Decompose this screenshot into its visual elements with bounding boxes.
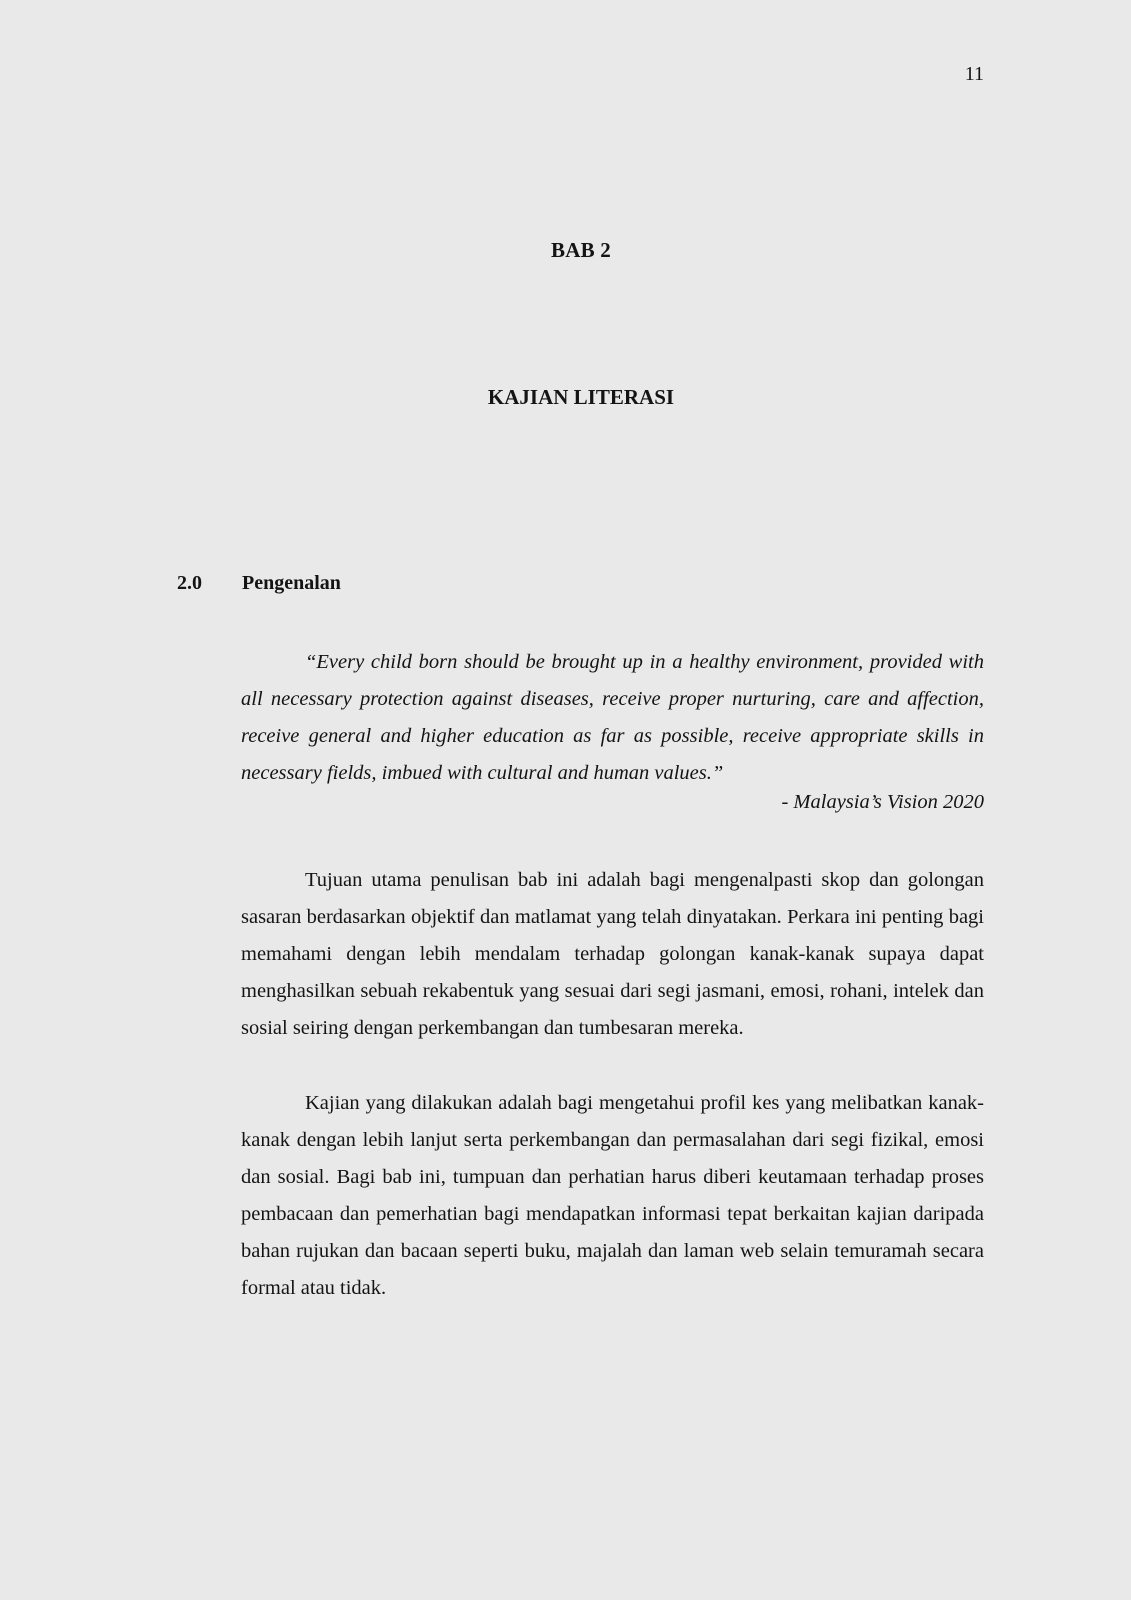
body-paragraph-1: Tujuan utama penulisan bab ini adalah bagi mengenalpasti skop dan golongan sasaran berdasarkan objektif dan matlamat yang telah dinyatakan. Perkara ini penting bagi memahami dengan lebih mendalam terhadap golongan kanak-kanak supaya dapat menghasilkan sebuah rekabentuk yang sesuai dari segi jasmani, emosi, rohani, intelek dan sosial seiring dengan perkembangan dan tumbesaran mereka. xyxy=(241,869,984,1039)
chapter-label: BAB 2 xyxy=(551,238,611,262)
epigraph-quote: “Every child born should be brought up in a healthy environment, provided with all necessary protection against diseases, receive proper nurturing, care and affection, receive general and higher education as far as possible, receive appropriate skills in necessary fields, imbued with cultural and human values.” xyxy=(241,651,984,784)
section-number: 2.0 xyxy=(177,572,202,594)
page-number: 11 xyxy=(964,63,984,85)
section-heading xyxy=(177,572,341,595)
quote-attribution: - Malaysia’s Vision 2020 xyxy=(781,791,984,813)
chapter-title: KAJIAN LITERASI xyxy=(487,385,675,409)
body-paragraph-2: Kajian yang dilakukan adalah bagi mengetahui profil kes yang melibatkan kanak-kanak dengan lebih lanjut serta perkembangan dan permasalahan dari segi fizikal, emosi dan sosial. Bagi bab ini, tumpuan dan perhatian harus diberi keutamaan terhadap proses pembacaan dan pemerhatian bagi mendapatkan informasi tepat berkaitan kajian daripada bahan rujukan dan bacaan seperti buku, majalah dan laman web selain temuramah secara formal atau tidak. xyxy=(241,1092,984,1299)
section-title: Pengenalan xyxy=(242,572,341,594)
